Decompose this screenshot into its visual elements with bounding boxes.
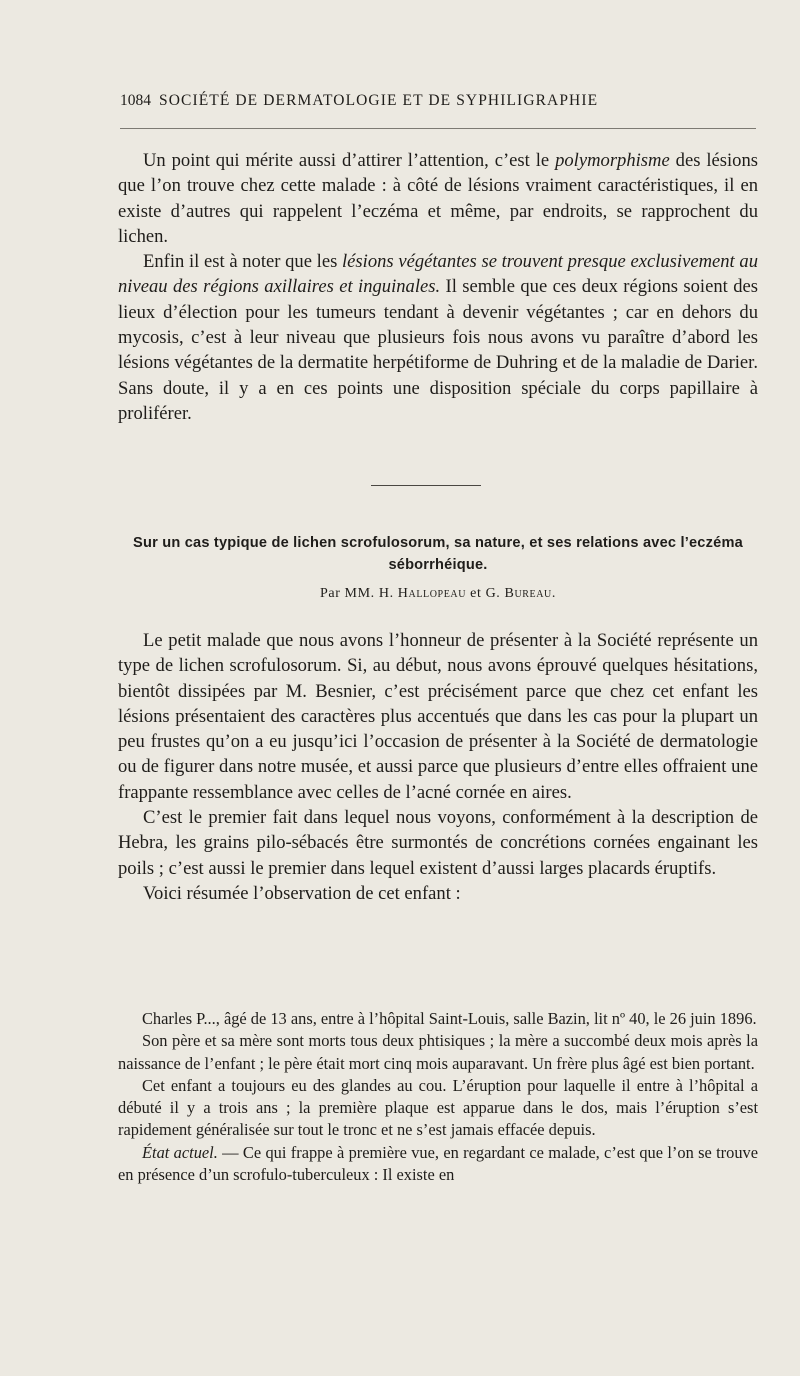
author-name: Hallopeau xyxy=(397,586,467,601)
paragraph: Son père et sa mère sont morts tous deux phtisiques ; la mère a succombé deux mois après la naissance de l’enfant ; le père était mort cinq mois auparavant. Un frère plus âgé est bien portant. xyxy=(118,1031,758,1073)
byline xyxy=(118,586,758,602)
running-title: SOCIÉTÉ DE DERMATOLOGIE ET DE SYPHILIGRAPHIE xyxy=(159,92,599,109)
text-run: Enfin il est à noter que les xyxy=(143,251,342,273)
paragraph xyxy=(118,249,758,426)
article-title: Sur un cas typique de lichen scrofulosorum, sa nature, et ses relations avec l’eczéma séborrhéique. xyxy=(133,535,743,573)
italic-run: lésions végétantes se trouvent presque exclusivement au niveau des régions axillaires et inguinales. xyxy=(118,251,758,298)
article-body xyxy=(118,628,758,906)
text-run: des lésions que l’on trouve chez cette malade : à côté de lésions vraiment caractéristiques, il en existe d’autres qui rappelent l’eczéma et même, par endroits, se rapprochent du lichen. xyxy=(118,150,758,247)
section-divider xyxy=(371,485,481,486)
text-run: Il semble que ces deux régions soient des lieux d’élection pour les tumeurs tendant à devenir végétantes ; car en dehors du mycosis, c’est à leur niveau que plusieurs fois nous avons vu paraître d’abord les lésions végétantes de la dermatite herpétiforme de Duhring et de la maladie de Darier. Sans doute, il y a en ces points une disposition spéciale du corps papillaire à proliférer. xyxy=(118,276,758,424)
paragraph xyxy=(118,148,758,249)
paragraph: C’est le premier fait dans lequel nous voyons, conformément à la description de Hebra, les grains pilo-sébacés être surmontés de concrétions cornées engainant les poils ; c’est aussi le premier dans lequel existent d’aussi larges placards éruptifs. xyxy=(118,807,758,879)
byline-text: . xyxy=(551,586,556,601)
byline-text: et G. xyxy=(466,586,505,601)
paragraph: Charles P..., âgé de 13 ans, entre à l’hôpital Saint-Louis, salle Bazin, lit nº 40, le 26 juin 1896. xyxy=(142,1009,757,1028)
previous-article-text xyxy=(118,148,758,426)
paragraph: Le petit malade que nous avons l’honneur de présenter à la Société représente un type de lichen scrofulosorum. Si, au début, nous avons éprouvé quelques hésitations, bientôt dissipées par M. Besnier, c’est précisément parce que chez cet enfant les lésions présentaient des caractères plus accentués que dans les cas pour la plupart un peu frustes qu’on a eu jusqu’ici l’occasion de présenter à la Société de dermatologie ou de figurer dans notre musée, et aussi parce que plusieurs d’entre elles offraient une frappante ressemblance avec celles de l’acné cornée en aires. xyxy=(118,630,758,803)
running-head xyxy=(120,92,760,110)
paragraph: Voici résumée l’observation de cet enfant : xyxy=(143,882,461,904)
italic-run: polymorphisme xyxy=(555,150,670,171)
text-run: Un point qui mérite aussi d’attirer l’attention, c’est le xyxy=(143,150,556,171)
italic-run: État actuel. xyxy=(142,1142,218,1162)
paragraph: Cet enfant a toujours eu des glandes au cou. L’éruption pour laquelle il entre à l’hôpital a débuté il y a trois ans ; la première plaque est apparue dans le dos, mais l’éruption s’est rapidement généralisée sur tout le tronc et ne s’est jamais effacée depuis. xyxy=(118,1075,758,1140)
paragraph xyxy=(118,1142,758,1187)
header-rule xyxy=(120,128,756,129)
byline-text: Par MM. H. xyxy=(320,586,398,601)
author-name: Bureau xyxy=(504,586,552,601)
observation-text xyxy=(118,1008,758,1186)
text-run: — Ce qui frappe à première vue, en regardant ce malade, c’est que l’on se trouve en présence d’un scrofulo-tuberculeux : Il existe en xyxy=(118,1142,758,1185)
page-number: 1084 xyxy=(120,92,151,109)
